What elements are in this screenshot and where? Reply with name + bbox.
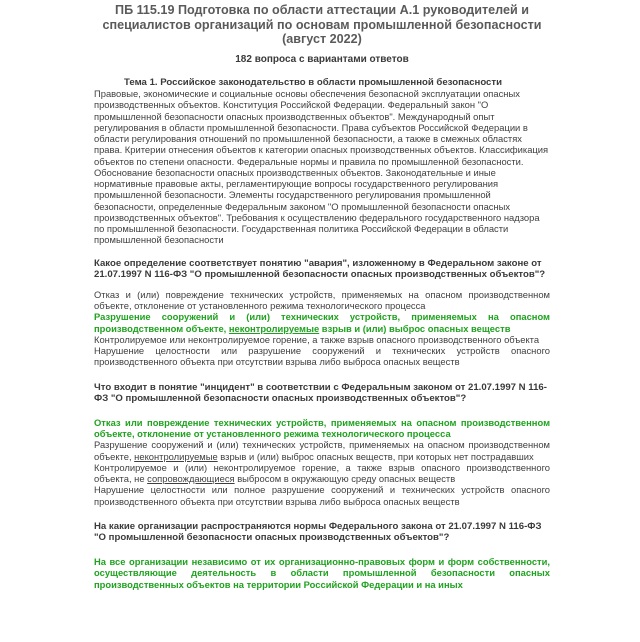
q2-answer-3: Контролируемое и (или) неконтролируемое горение, а также взрыв опасного производственного объекта, не сопровождающиеся выбросом в окружающую среду опасных веществ [94, 461, 550, 485]
underlined-word: неконтролируемые [134, 450, 218, 462]
q2-answer-1-correct: Отказ или повреждение технических устройств, применяемых на опасном производственном объекте, отклонение от установленного режима технологического процесса [94, 416, 550, 440]
topic-heading: Тема 1. Российское законодательство в области промышленной безопасности [124, 76, 502, 88]
document-subtitle: 182 вопроса с вариантами ответов [235, 53, 409, 65]
q1-answer-4: Нарушение целостности или разрушение сооружений и технических устройств опасного производственного объекта при отсутствии взрыва либо выброса опасных веществ [94, 345, 550, 368]
document-page [94, 2, 550, 642]
q2-answer-4: Нарушение целостности или полное разрушение сооружений и технических устройств опасного производственного объекта при отсутствии взрыва либо выброса опасных веществ [94, 484, 550, 507]
q1-answer-2-correct: Разрушение сооружений и (или) технических устройств, применяемых на опасном производственном объекте, неконтролируемые взрыв и (или) выброс опасных веществ [94, 311, 550, 334]
question-3: На какие организации распространяются нормы Федерального закона от 21.07.1997 N 116-ФЗ "О промышленной безопасности опасных производственных объектов"? [94, 520, 542, 544]
topic-body: Правовые, экономические и социальные основы обеспечения безопасной эксплуатации опасных производственных объектов. Конституция Российской Федерации. Федеральный закон "О промышленной безопасности опасных производственных объектов". Международный опыт регулирования в области промышленной безопасности. Права субъектов Российской Федерации в области регулирования отношений по промышленной безопасности, а также в смежных областях права. Критерии отнесения объектов к категории опасных производственных объектов. Классификация объектов по степени опасности. Федеральные нормы и правила по промышленной безопасности. Обоснование безопасности опасных производственных объектов. Законодательные и иные нормативные правовые акты, регламентирующие вопросы государственного регулирования промышленной безопасности. Элементы государственного регулирования промышленной безопасности, определенные Федеральным законом "О промышленной безопасности опасных производственных объектов". Требования к осуществлению федерального государственного надзора по промышленной безопасности. Государственная политика Российской Федерации в области промышленной безопасности [94, 88, 549, 246]
document-title [94, 2, 550, 47]
title-line-2: специалистов организаций по основам промышленной безопасности [102, 17, 542, 32]
underlined-word: сопровождающиеся [147, 473, 235, 485]
underlined-word: неконтролируемые [228, 322, 320, 334]
q2-answer-2: Разрушение сооружений и (или) технических устройств, применяемых на опасном производственном объекте, неконтролируемые взрыв и (или) выброс опасных веществ, при которых нет пострадавших [94, 439, 550, 462]
question-2: Что входит в понятие "инцидент" в соответствии с Федеральным законом от 21.07.1997 N 116-ФЗ "О промышленной безопасности опасных производственных объектов"? [94, 381, 547, 405]
q1-answer-3: Контролируемое или неконтролируемое горение, а также взрыв опасного производственного объекта [94, 333, 540, 345]
q3-answer-1-correct: На все организации независимо от их организационно-правовых форм и форм собственности, осуществляющие деятельность в области промышленной безопасности опасных производственных объектов на территории Российской Федерации и на иных [94, 556, 550, 590]
title-line-1: ПБ 115.19 Подготовка по области аттестации А.1 руководителей и [115, 3, 529, 17]
q1-answer-1: Отказ и (или) повреждение технических устройств, применяемых на опасном производственном объекте, отклонение от установленного режима технологического процесса [94, 288, 550, 312]
title-line-3: (август 2022) [282, 32, 362, 47]
question-1: Какое определение соответствует понятию "авария", изложенному в Федеральном законе от 21.07.1997 N 116-ФЗ "О промышленной безопасности опасных производственных объектов"? [94, 257, 546, 281]
